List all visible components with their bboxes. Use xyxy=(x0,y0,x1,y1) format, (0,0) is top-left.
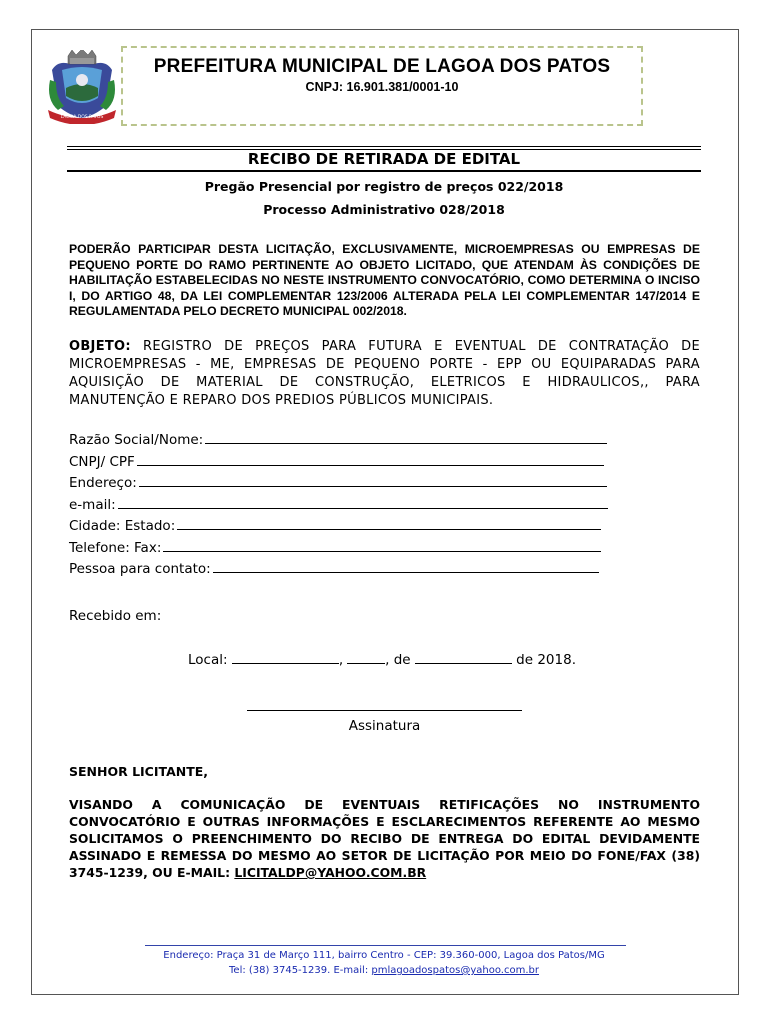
field-label: CNPJ/ CPF xyxy=(69,453,135,470)
local-blank[interactable] xyxy=(232,663,339,664)
closing-paragraph xyxy=(69,796,700,881)
field-blank-line[interactable] xyxy=(139,486,607,487)
field-label: Razão Social/Nome: xyxy=(69,432,204,448)
title-rule-bottom xyxy=(67,170,701,172)
field-cidade-estado[interactable] xyxy=(69,518,608,540)
footer-email-link[interactable]: pmlagoadospatos@yahoo.com.br xyxy=(371,965,539,976)
de-label: , de xyxy=(385,652,415,668)
licitacao-email-link[interactable]: LICITALDP@YAHOO.COM.BR xyxy=(234,865,427,880)
objeto-label: OBJETO: xyxy=(69,339,131,354)
footer-phone: Tel: (38) 3745-1239. E-mail: xyxy=(229,965,372,976)
municipality-title: PREFEITURA MUNICIPAL DE LAGOA DOS PATOS xyxy=(153,56,611,77)
field-blank-line[interactable] xyxy=(213,572,599,573)
local-date-line xyxy=(188,652,576,668)
field-label: Endereço: xyxy=(69,475,137,491)
field-blank-line[interactable] xyxy=(205,443,607,444)
field-blank-line[interactable] xyxy=(177,529,601,530)
field-blank-line[interactable] xyxy=(163,551,601,552)
field-blank-line[interactable] xyxy=(137,465,604,466)
field-label: e-mail: xyxy=(69,496,116,513)
header-box xyxy=(121,46,643,126)
form-fields xyxy=(69,432,608,583)
footer-contact xyxy=(67,965,701,976)
comma-text: , xyxy=(338,652,344,668)
day-blank[interactable] xyxy=(347,663,385,664)
crest-ribbon-text: LAGOA DOS PATOS xyxy=(60,115,104,120)
field-pessoa-contato[interactable] xyxy=(69,561,608,583)
footer-rule xyxy=(145,945,626,946)
document-title: RECIBO DE RETIRADA DE EDITAL xyxy=(247,150,521,168)
field-label: Telefone: Fax: xyxy=(69,539,162,556)
participation-notice: PODERÃO PARTICIPAR DESTA LICITAÇÃO, EXCLUSIVAMENTE, MICROEMPRESAS OU EMPRESAS DE PEQUENO PORTE DO RAMO PERTINENTE AO OBJETO LICITADO, QUE ATENDAM ÀS CONDIÇÕES DE HABILITAÇÃO ESTABELECIDAS NO NESTE INSTRUMENTO CONVOCATÓRIO, COMO DETERMINA O INCISO I, DO ARTIGO 48, DA LEI COMPLEMENTAR 123/2006 ALTERADA PELA LEI COMPLEMENTAR 147/2014 E REGULAMENTADA PELO DECRETO MUNICIPAL 002/2018. xyxy=(69,242,700,318)
title-rule-top xyxy=(67,146,701,147)
signature-label: Assinatura xyxy=(348,718,421,734)
signature-line[interactable] xyxy=(247,710,522,711)
field-label: Cidade: Estado: xyxy=(69,518,176,534)
salutation: SENHOR LICITANTE, xyxy=(69,764,209,779)
objeto-text: REGISTRO DE PREÇOS PARA FUTURA E EVENTUAL DE CONTRATAÇÃO DE MICROEMPRESAS - ME, EMPRESAS DE PEQUENO PORTE - EPP OU EQUIPARADAS PARA AQUISIÇÃO DE MATERIAL DE CONSTRUÇÃO, ELETRICOS E HIDRAULICOS,, PARA MANUTENÇÃO E REPARO DOS PREDIOS PÚBLICOS MUNICIPAIS. xyxy=(69,339,700,408)
field-blank-line[interactable] xyxy=(118,508,608,509)
received-label: Recebido em: xyxy=(69,608,162,624)
objeto-paragraph xyxy=(69,338,700,410)
month-blank[interactable] xyxy=(415,663,512,664)
field-endereco[interactable] xyxy=(69,475,608,497)
subtitle-processo: Processo Administrativo 028/2018 xyxy=(263,202,505,217)
footer-address: Endereço: Praça 31 de Março 111, bairro Centro - CEP: 39.360-000, Lagoa dos Patos/MG xyxy=(163,950,605,961)
field-label: Pessoa para contato: xyxy=(69,561,211,577)
field-email[interactable] xyxy=(69,497,608,519)
field-cnpj-cpf[interactable] xyxy=(69,454,608,476)
cnpj-text: CNPJ: 16.901.381/0001-10 xyxy=(305,80,459,94)
subtitle-pregao: Pregão Presencial por registro de preços 022/2018 xyxy=(204,179,564,194)
field-telefone-fax[interactable] xyxy=(69,540,608,562)
municipal-crest-icon xyxy=(44,50,120,124)
field-razao-social[interactable] xyxy=(69,432,608,454)
closing-text: VISANDO A COMUNICAÇÃO DE EVENTUAIS RETIFICAÇÕES NO INSTRUMENTO CONVOCATÓRIO E OUTRAS INFORMAÇÕES E ESCLARECIMENTOS REFERENTE AO MESMO SOLICITAMOS O PREENCHIMENTO DO RECIBO DE ENTREGA DO EDITAL DEVIDAMENTE ASSINADO E REMESSA DO MESMO AO SETOR DE LICITAÇÃO POR MEIO DO FONE/FAX (38) 3745-1239, OU E-MAIL: xyxy=(69,797,700,880)
year-text: de 2018. xyxy=(511,652,576,668)
local-label: Local: xyxy=(188,652,232,668)
